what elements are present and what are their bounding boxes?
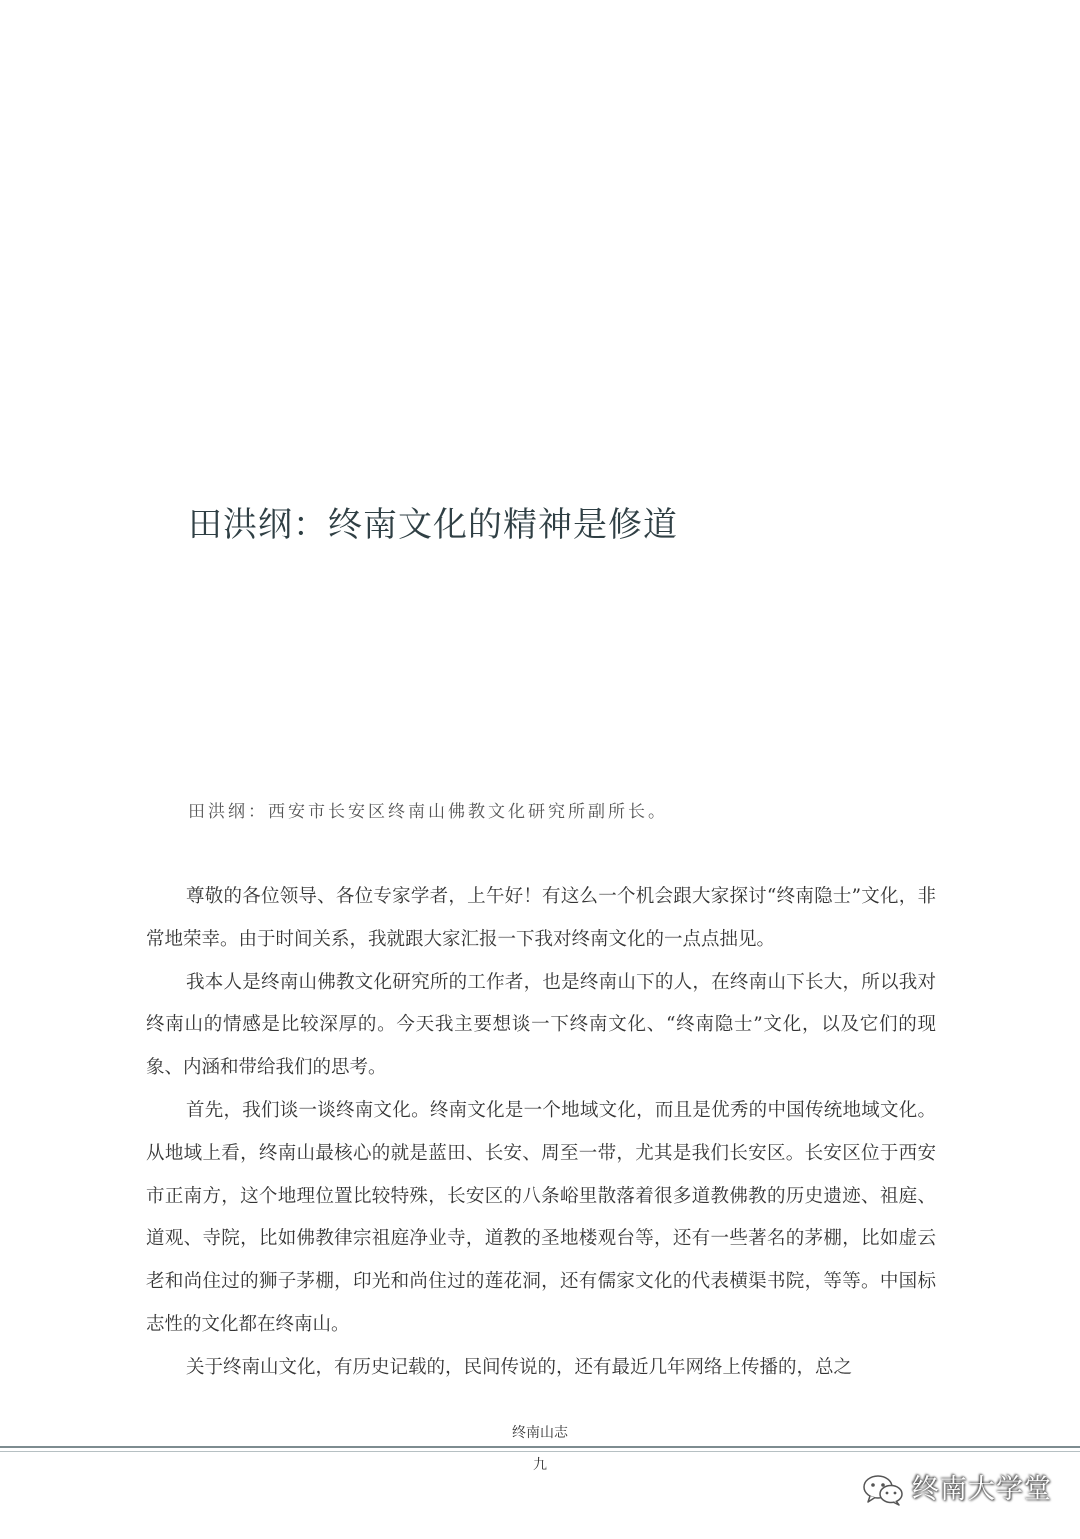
footer-magazine-name: 终南山志	[512, 1425, 568, 1441]
footer-divider-thin	[0, 1451, 1080, 1452]
paragraph: 关于终南山文化，有历史记载的，民间传说的，还有最近几年网络上传播的，总之	[186, 1356, 853, 1378]
paragraph: 首先，我们谈一谈终南文化。终南文化是一个地域文化，而且是优秀的中国传统地域文化。从地域上看，终南山最核心的就是蓝田、长安、周至一带，尤其是我们长安区。长安区位于西安市正南方，这个地理位置比较特殊，长安区的八条峪里散落着很多道教佛教的历史遗迹、祖庭、道观、寺院，比如佛教律宗祖庭净业寺，道教的圣地楼观台等，还有一些著名的茅棚，比如虚云老和尚住过的狮子茅棚，印光和尚住过的莲花洞，还有儒家文化的代表横渠书院，等等。中国标志性的文化都在终南山。	[146, 1099, 936, 1335]
footer-divider	[0, 1446, 1080, 1448]
watermark	[862, 1468, 1052, 1512]
article-title: 田洪纲：终南文化的精神是修道	[188, 505, 678, 545]
page-number: 九	[533, 1457, 547, 1473]
wechat-icon	[862, 1473, 904, 1507]
paragraph: 尊敬的各位领导、各位专家学者，上午好！有这么一个机会跟大家探讨“终南隐士”文化，非常地荣幸。由于时间关系，我就跟大家汇报一下我对终南文化的一点点拙见。	[146, 886, 936, 950]
author-note: 田洪纲：西安市长安区终南山佛教文化研究所副所长。	[188, 802, 668, 822]
article-body	[146, 876, 936, 1390]
paragraph: 我本人是终南山佛教文化研究所的工作者，也是终南山下的人，在终南山下长大，所以我对终南山的情感是比较深厚的。今天我主要想谈一下终南文化、“终南隐士”文化，以及它们的现象、内涵和带给我们的思考。	[146, 971, 936, 1079]
watermark-text: 终南大学堂	[912, 1474, 1052, 1505]
